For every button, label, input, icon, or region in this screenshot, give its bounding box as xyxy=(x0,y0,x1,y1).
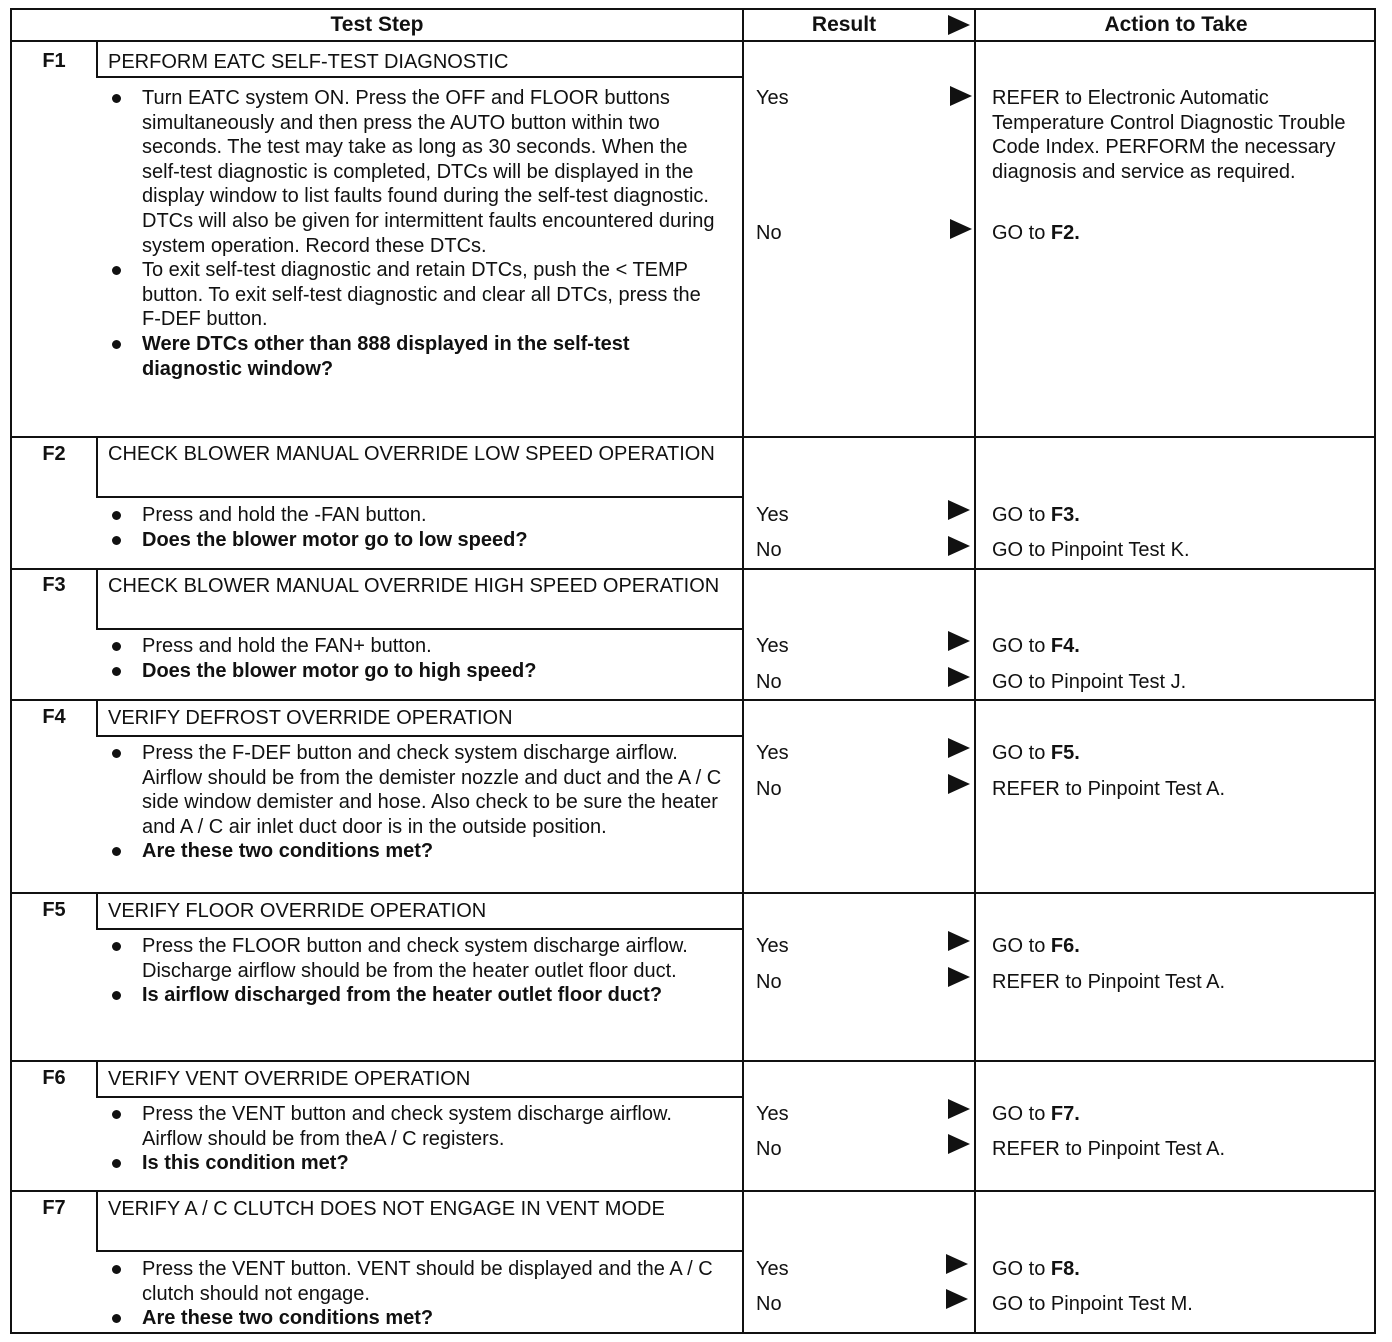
arrow-icon xyxy=(948,667,970,687)
step-id: F3 xyxy=(42,574,66,596)
result-yes: Yes xyxy=(756,742,789,764)
bullet-icon xyxy=(112,1265,121,1274)
result-yes: Yes xyxy=(756,635,789,657)
step-link: F4. xyxy=(1050,635,1080,657)
bullet-icon xyxy=(112,942,121,951)
arrow-icon xyxy=(948,738,970,758)
arrow-icon xyxy=(948,536,970,556)
step-question: Does the blower motor go to high speed? xyxy=(102,659,722,684)
arrow-icon xyxy=(948,631,970,651)
action-yes: GO to F4. xyxy=(992,635,1080,657)
step-body xyxy=(102,86,722,381)
instruction-bullet: Press the VENT button and check system discharge airflow. Airflow should be from theA / C registers. xyxy=(102,1102,722,1151)
step-question: Is airflow discharged from the heater outlet floor duct? xyxy=(102,983,722,1008)
instruction-bullet: To exit self-test diagnostic and retain DTCs, push the < TEMP button. To exit self-test diagnostic and clear all DTCs, press the F-DEF button. xyxy=(102,258,722,332)
step-link: F7. xyxy=(1050,1103,1080,1125)
arrow-icon xyxy=(948,774,970,794)
step-title: CHECK BLOWER MANUAL OVERRIDE LOW SPEED OPERATION xyxy=(108,443,715,465)
step-id: F2 xyxy=(42,443,66,465)
action-yes: REFER to Electronic Automatic Temperature Control Diagnostic Trouble Code Index. PERFORM the necessary diagnosis and service as required. xyxy=(992,87,1346,183)
result-no: No xyxy=(756,1138,782,1160)
action-yes: GO to F8. xyxy=(992,1258,1080,1280)
instruction-bullet: Press the VENT button. VENT should be displayed and the A / C clutch should not engage. xyxy=(102,1257,722,1306)
step-body xyxy=(102,741,722,864)
arrow-icon xyxy=(948,967,970,987)
arrow-icon xyxy=(946,1289,968,1309)
step-title: VERIFY VENT OVERRIDE OPERATION xyxy=(108,1068,471,1090)
step-title: VERIFY DEFROST OVERRIDE OPERATION xyxy=(108,707,513,729)
instruction-bullet: Press and hold the -FAN button. xyxy=(102,503,722,528)
step-question: Were DTCs other than 888 displayed in the self-test diagnostic window? xyxy=(102,332,722,381)
bullet-icon xyxy=(112,1159,121,1168)
action-yes: GO to F7. xyxy=(992,1103,1080,1125)
arrow-icon xyxy=(950,86,972,106)
bullet-icon xyxy=(112,667,121,676)
step-link: F8. xyxy=(1050,1258,1080,1280)
instruction-bullet: Turn EATC system ON. Press the OFF and FLOOR buttons simultaneously and then press the AUTO button within two seconds. The test may take as long as 30 seconds. When the self-test diagnostic is completed, DTCs will be displayed in the display window to list faults found during the self-test diagnostic. DTCs will also be given for intermittent faults encountered during system operation. Record these DTCs. xyxy=(102,86,722,258)
step-id: F5 xyxy=(42,899,66,921)
step-question: Are these two conditions met? xyxy=(102,1306,722,1331)
instruction-bullet: Press and hold the FAN+ button. xyxy=(102,634,722,659)
column-divider-action xyxy=(974,10,976,1332)
action-no: REFER to Pinpoint Test A. xyxy=(992,971,1226,993)
bullet-icon xyxy=(112,642,121,651)
result-no: No xyxy=(756,539,782,561)
step-question: Are these two conditions met? xyxy=(102,839,722,864)
step-link: F3. xyxy=(1050,504,1080,526)
step-link: F2. xyxy=(1050,222,1080,244)
bullet-icon xyxy=(112,847,121,856)
bullet-icon xyxy=(112,511,121,520)
column-divider-result xyxy=(742,10,744,1332)
bullet-icon xyxy=(112,94,121,103)
bullet-icon xyxy=(112,266,121,275)
step-body xyxy=(102,634,722,683)
action-yes: GO to F6. xyxy=(992,935,1080,957)
step-id: F6 xyxy=(42,1067,66,1089)
header-arrow-icon xyxy=(948,15,970,35)
step-link: F5. xyxy=(1050,742,1080,764)
bullet-icon xyxy=(112,1110,121,1119)
result-no: No xyxy=(756,222,782,244)
step-title: VERIFY FLOOR OVERRIDE OPERATION xyxy=(108,900,487,922)
result-no: No xyxy=(756,671,782,693)
result-yes: Yes xyxy=(756,1103,789,1125)
action-no: GO to Pinpoint Test J. xyxy=(992,671,1187,693)
bullet-icon xyxy=(112,1314,121,1323)
diagnostic-table xyxy=(10,8,1376,1334)
step-id: F7 xyxy=(42,1197,66,1219)
bullet-icon xyxy=(112,749,121,758)
header-test-step: Test Step xyxy=(330,13,424,36)
step-title: CHECK BLOWER MANUAL OVERRIDE HIGH SPEED OPERATION xyxy=(108,575,720,597)
action-no: GO to Pinpoint Test K. xyxy=(992,539,1190,561)
result-yes: Yes xyxy=(756,504,789,526)
result-no: No xyxy=(756,971,782,993)
step-body xyxy=(102,1102,722,1176)
arrow-icon xyxy=(948,500,970,520)
action-yes: GO to F3. xyxy=(992,504,1080,526)
instruction-bullet: Press the FLOOR button and check system discharge airflow. Discharge airflow should be from the heater outlet floor duct. xyxy=(102,934,722,983)
instruction-bullet: Press the F-DEF button and check system discharge airflow. Airflow should be from the demister nozzle and duct and the A / C side window demister and hose. Also check to be sure the heater and A / C air inlet duct door is in the outside position. xyxy=(102,741,722,839)
bullet-icon xyxy=(112,340,121,349)
result-no: No xyxy=(756,1293,782,1315)
header-action: Action to Take xyxy=(1104,13,1248,36)
arrow-icon xyxy=(948,1134,970,1154)
step-body xyxy=(102,503,722,552)
step-body xyxy=(102,1257,722,1331)
action-yes: GO to F5. xyxy=(992,742,1080,764)
arrow-icon xyxy=(950,219,972,239)
step-link: F6. xyxy=(1050,935,1080,957)
result-no: No xyxy=(756,778,782,800)
step-body xyxy=(102,934,722,1008)
result-yes: Yes xyxy=(756,935,789,957)
arrow-icon xyxy=(946,1254,968,1274)
action-no: GO to F2. xyxy=(992,222,1080,244)
header-result: Result xyxy=(811,13,877,36)
header-rule xyxy=(12,40,1374,42)
step-question: Does the blower motor go to low speed? xyxy=(102,528,722,553)
action-no: GO to Pinpoint Test M. xyxy=(992,1293,1193,1315)
step-id: F4 xyxy=(42,706,66,728)
action-no: REFER to Pinpoint Test A. xyxy=(992,778,1226,800)
step-question: Is this condition met? xyxy=(102,1151,722,1176)
arrow-icon xyxy=(948,931,970,951)
bullet-icon xyxy=(112,536,121,545)
bullet-icon xyxy=(112,991,121,1000)
result-yes: Yes xyxy=(756,1258,789,1280)
step-title: PERFORM EATC SELF-TEST DIAGNOSTIC xyxy=(108,51,509,73)
step-id: F1 xyxy=(42,50,66,72)
result-yes: Yes xyxy=(756,87,789,109)
step-title: VERIFY A / C CLUTCH DOES NOT ENGAGE IN VENT MODE xyxy=(108,1198,665,1220)
action-no: REFER to Pinpoint Test A. xyxy=(992,1138,1226,1160)
arrow-icon xyxy=(948,1099,970,1119)
